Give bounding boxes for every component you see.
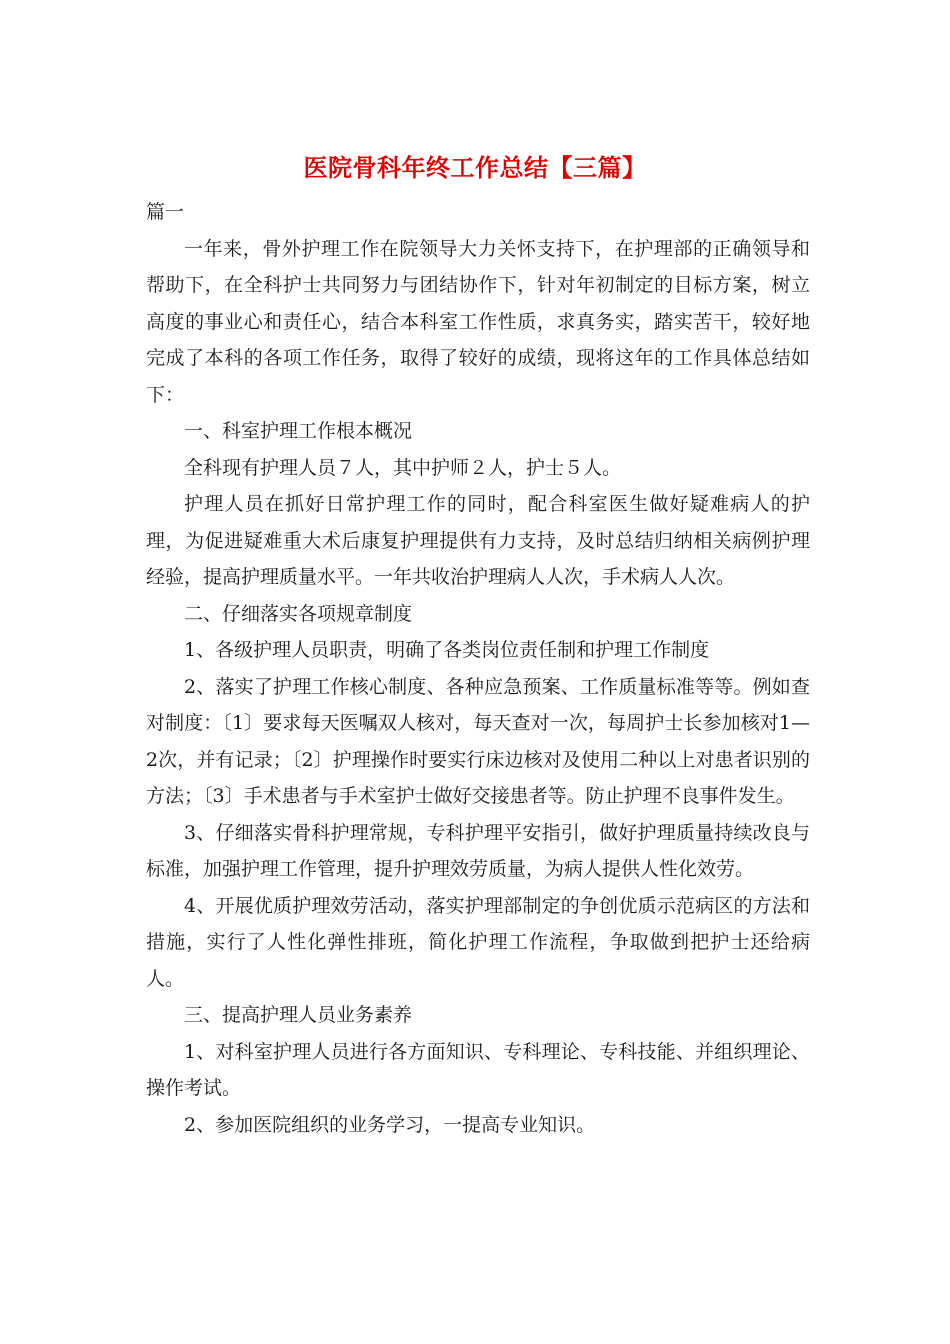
paragraph-intro: 一年来，骨外护理工作在院领导大力关怀支持下，在护理部的正确领导和帮助下，在全科护士共同努力与团结协作下，针对年初制定的目标方案，树立高度的事业心和责任心，结合本科室工作性质，求真务实，踏实苦干，较好地完成了本科的各项工作任务，取得了较好的成绩，现将这年的工作具体总结如下： xyxy=(146,237,810,406)
document-body xyxy=(146,194,810,1143)
paragraph-staff-count: 全科现有护理人员７人，其中护师２人，护士５人。 xyxy=(184,456,622,479)
list-item-training-2: 2、参加医院组织的业务学习，一提高专业知识。 xyxy=(184,1113,596,1136)
document-title: 医院骨科年终工作总结【三篇】 xyxy=(303,153,647,182)
list-item-2: 2、落实了护理工作核心制度、各种应急预案、工作质量标准等等。例如查对制度：〔1〕要求每天医嘱双人核对，每天查对一次，每周护士长参加核对1—2次，并有记录；〔2〕护理操作时要实行床边核对及使用二种以上对患者识别的方法；〔3〕手术患者与手术室护士做好交接患者等。防止护理不良事件发生。 xyxy=(146,675,810,807)
list-item-1: 1、各级护理人员职责，明确了各类岗位责任制和护理工作制度 xyxy=(184,639,710,661)
heading-section-2: 二、仔细落实各项规章制度 xyxy=(184,602,413,625)
list-item-4: 4、开展优质护理效劳活动，落实护理部制定的争创优质示范病区的方法和措施，实行了人性化弹性排班，简化护理工作流程，争取做到把护士还给病人。 xyxy=(146,894,810,990)
heading-section-3: 三、提高护理人员业务素养 xyxy=(184,1004,413,1026)
list-item-training-1: 1、对科室护理人员进行各方面知识、专科理论、专科技能、并组织理论、操作考试。 xyxy=(146,1040,810,1099)
paragraph-nursing-work: 护理人员在抓好日常护理工作的同时，配合科室医生做好疑难病人的护理，为促进疑难重大术后康复护理提供有力支持，及时总结归纳相关病例护理经验，提高护理质量水平。一年共收治护理病人人次，手术病人人次。 xyxy=(146,493,810,588)
heading-section-1: 一、科室护理工作根本概况 xyxy=(184,420,413,442)
list-item-3: 3、仔细落实骨科护理常规，专科护理平安指引，做好护理质量持续改良与标准，加强护理工作管理，提升护理效劳质量，为病人提供人性化效劳。 xyxy=(146,821,810,880)
section-label: 篇一 xyxy=(146,201,185,223)
